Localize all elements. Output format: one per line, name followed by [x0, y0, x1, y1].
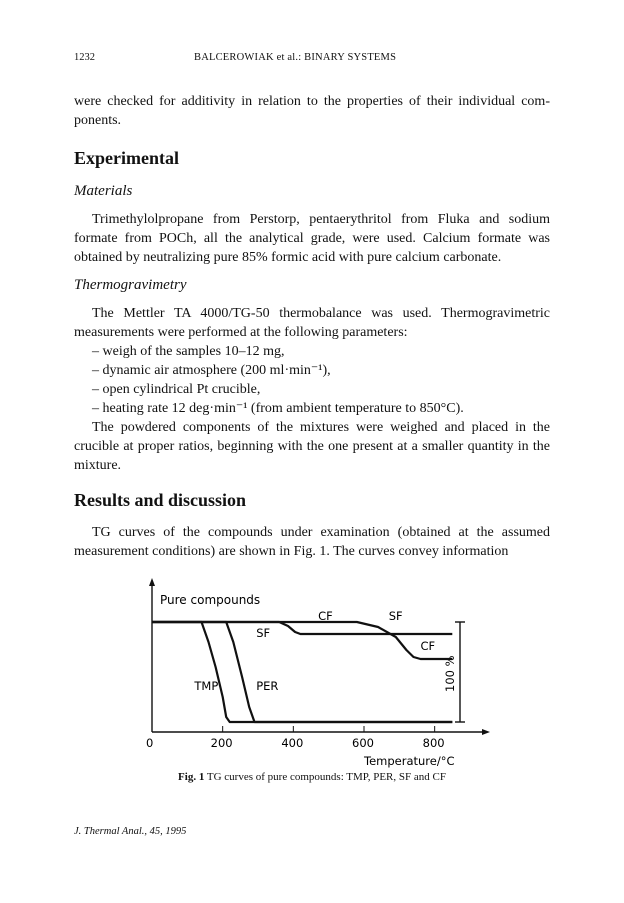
x-tick-label: 400	[281, 736, 304, 750]
subheading-thermogravimetry: Thermogravimetry	[74, 277, 187, 293]
section-heading-experimental: Experimental	[74, 148, 179, 168]
caption-text: TG curves of pure compounds: TMP, PER, SF and CF	[206, 771, 446, 783]
results-text: TG curves of the compounds under examination (obtained at the assumed measurement conditions) are shown in Fig. 1. The curves convey information	[74, 525, 550, 559]
curve-label-sf: SF	[388, 609, 403, 623]
list-item: – heating rate 12 deg·min⁻¹ (from ambient temperature to 850°C).	[92, 401, 464, 416]
x-axis-arrow	[482, 729, 490, 735]
curve-label-sf: SF	[256, 626, 271, 640]
section-heading-results: Results and discussion	[74, 490, 247, 510]
curve-label-cf: CF	[318, 609, 333, 623]
intro-continuation: were checked for additivity in relation to the properties of their individual com-ponents.	[74, 94, 550, 128]
list-item: – dynamic air atmosphere (200 ml·min⁻¹),	[92, 363, 331, 378]
curve-tmp	[152, 622, 452, 722]
chart-title: Pure compounds	[160, 593, 261, 607]
list-item: – weigh of the samples 10–12 mg,	[92, 344, 285, 359]
curve-label-tmp: TMP	[194, 679, 219, 693]
page-number: 1232	[74, 52, 95, 63]
running-title: BALCEROWIAK et al.: BINARY SYSTEMS	[194, 52, 397, 63]
curve-label-per: PER	[256, 679, 279, 693]
thermogravimetry-text: The Mettler TA 4000/TG-50 thermobalance was used. Thermogravimetric measurements were performed at the following parameters:	[74, 306, 550, 340]
curve-label-cf: CF	[420, 639, 436, 653]
y-axis-arrow	[149, 578, 155, 586]
x-axis-label: Temperature/°C	[364, 754, 455, 768]
x-tick-label: 200	[210, 736, 233, 750]
subheading-materials: Materials	[74, 183, 133, 199]
x-tick-label: 0	[146, 736, 154, 750]
x-tick-label: 600	[352, 736, 374, 750]
caption-label: Fig. 1	[178, 771, 205, 783]
list-item: – open cylindrical Pt crucible,	[92, 382, 261, 397]
procedure-text: The powdered components of the mixtures were weighed and placed in the crucible at proper ratios, beginning with the one present at a smaller quantity in the mixture.	[74, 420, 550, 473]
curve-cf	[152, 622, 452, 634]
figure-caption	[0, 771, 624, 783]
materials-text: Trimethylolpropane from Perstorp, pentaerythritol from Fluka and sodium formate from POCh, all the analytical grade, were used. Calcium formate was obtained by neutralizing pure 85% formic acid with pure calcium carbonate.	[74, 212, 550, 265]
x-tick-label: 800	[422, 736, 445, 750]
curve-per	[152, 622, 452, 722]
journal-footer: J. Thermal Anal., 45, 1995	[74, 826, 187, 837]
scale-bar-label: 100 %	[443, 655, 457, 692]
curve-sf	[152, 622, 452, 659]
